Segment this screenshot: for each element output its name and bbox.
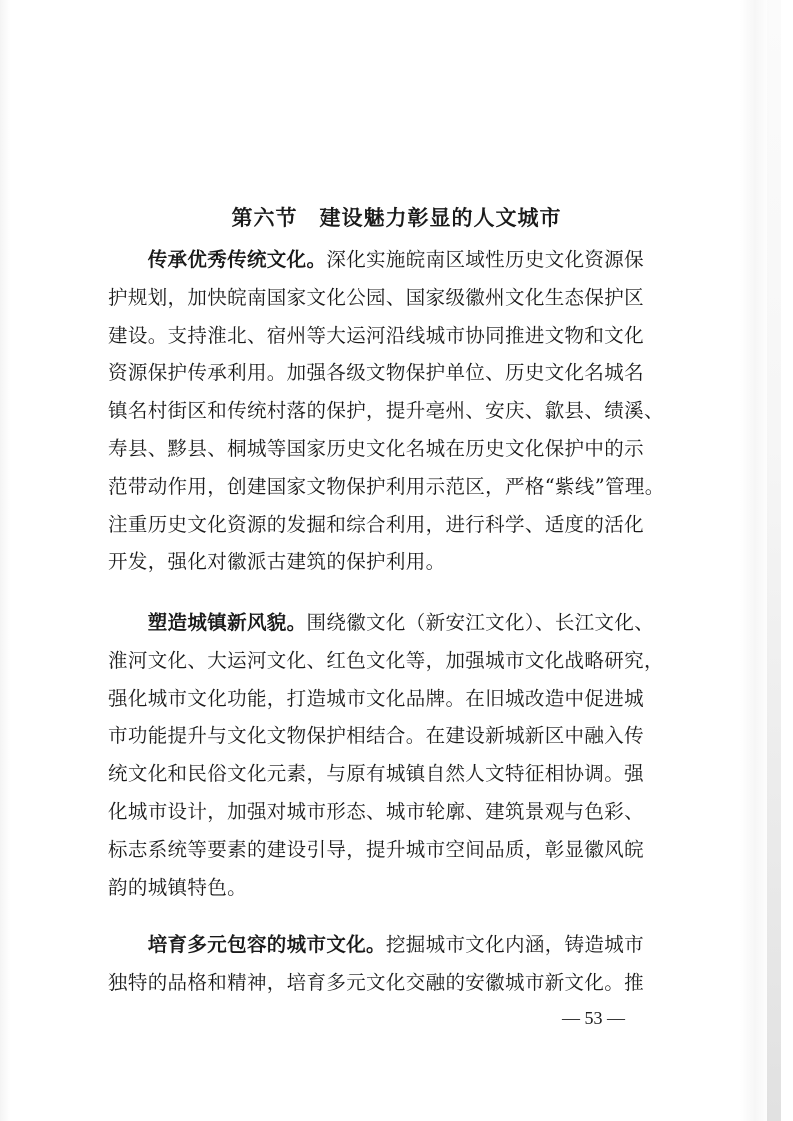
text-line bbox=[108, 604, 668, 642]
text-line: 淮河文化、大运河文化、红色文化等，加强城市文化战略研究， bbox=[108, 648, 664, 672]
paragraph-lead: 塑造城镇新风貌。 bbox=[147, 611, 307, 634]
text-line: 护规划，加快皖南国家文化公园、国家级徽州文化生态保护区 bbox=[108, 285, 644, 309]
line-text: 围绕徽文化（新安江文化）、长江文化、 bbox=[306, 611, 655, 634]
text-line: 开发，强化对徽派古建筑的保护利用。 bbox=[108, 550, 446, 574]
text-line: 统文化和民俗文化元素，与原有城镇自然人文特征相协调。强 bbox=[108, 762, 644, 786]
text-line: 注重历史文化资源的发掘和综合利用，进行科学、适度的活化 bbox=[108, 512, 644, 536]
text-line: 市功能提升与文化文物保护相结合。在建设新城新区中融入传 bbox=[108, 724, 644, 748]
section-heading: 第六节 建设魅力彰显的人文城市 bbox=[231, 205, 562, 230]
line-text: 深化实施皖南区域性历史文化资源保 bbox=[326, 248, 644, 271]
scan-edge-shadow bbox=[767, 0, 781, 1121]
text-line bbox=[108, 926, 668, 964]
paragraph-lead: 培育多元包容的城市文化。 bbox=[147, 933, 386, 956]
paragraph-urban-culture bbox=[108, 926, 668, 1002]
line-text: 挖掘城市文化内涵，铸造城市 bbox=[385, 933, 644, 956]
paragraph-heritage bbox=[108, 241, 668, 581]
text-line: 建设。支持淮北、宿州等大运河沿线城市协同推进文物和文化 bbox=[108, 323, 644, 347]
text-line bbox=[108, 241, 668, 279]
text-line: 独特的品格和精神，培育多元文化交融的安徽城市新文化。推 bbox=[108, 970, 644, 994]
text-line: 标志系统等要素的建设引导，提升城市空间品质，彰显徽风皖 bbox=[108, 837, 644, 861]
paragraph-townscape bbox=[108, 604, 668, 906]
text-line: 化城市设计，加强对城市形态、城市轮廓、建筑景观与色彩、 bbox=[108, 799, 644, 823]
text-line: 韵的城镇特色。 bbox=[108, 875, 247, 899]
page-number: — 53 — bbox=[562, 1008, 625, 1028]
paragraph-lead: 传承优秀传统文化。 bbox=[147, 248, 327, 271]
text-line: 范带动作用，创建国家文物保护利用示范区，严格“紫线”管理。 bbox=[108, 474, 665, 498]
text-line: 镇名村街区和传统村落的保护，提升亳州、安庆、歙县、绩溪、 bbox=[108, 399, 664, 423]
text-line: 强化城市文化功能，打造城市文化品牌。在旧城改造中促进城 bbox=[108, 686, 644, 710]
text-line: 寿县、黟县、桐城等国家历史文化名城在历史文化保护中的示 bbox=[108, 436, 644, 460]
text-line: 资源保护传承利用。加强各级文物保护单位、历史文化名城名 bbox=[108, 361, 644, 385]
